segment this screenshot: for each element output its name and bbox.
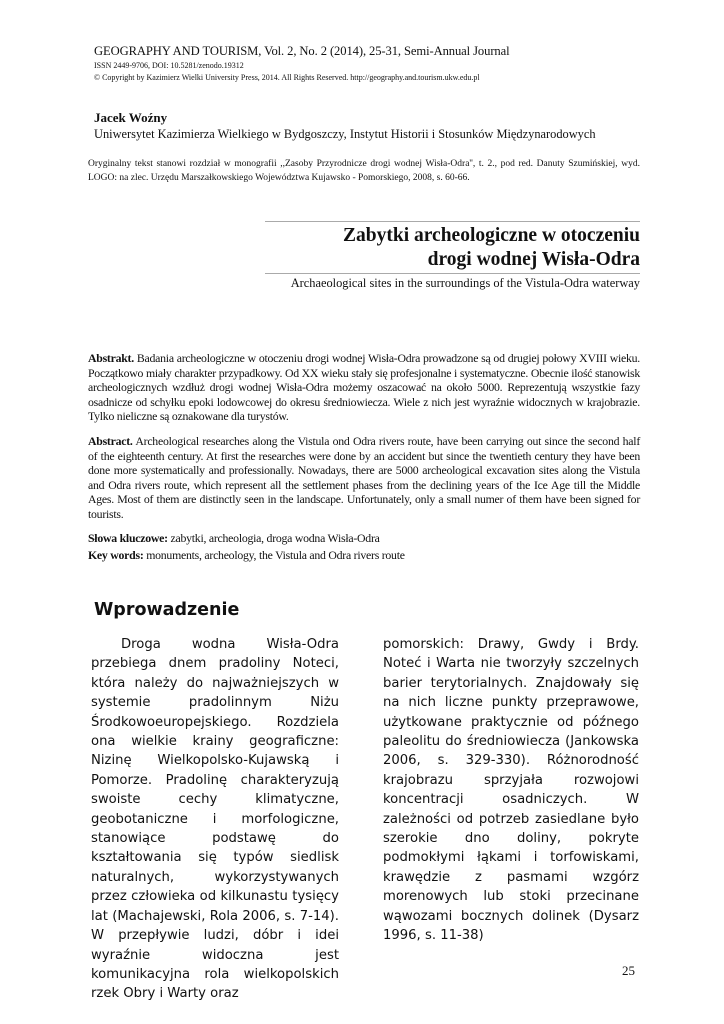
author-affiliation: Uniwersytet Kazimierza Wielkiego w Bydgoszczy, Instytut Historii i Stosunków Międzynarodowych — [94, 127, 596, 141]
section-heading: Wprowadzenie — [94, 600, 240, 620]
abstract-english-label: Abstract. — [88, 434, 133, 448]
paper-subtitle: Archaeological sites in the surroundings of the Vistula-Odra waterway — [290, 276, 640, 290]
page-number: 25 — [622, 963, 635, 978]
title-line-1: Zabytki archeologiczne w otoczeniu — [343, 225, 640, 246]
title-rule-top — [265, 221, 640, 222]
source-note: Oryginalny tekst stanowi rozdział w monografii ,,Zasoby Przyrodnicze drogi wodnej Wisła-Odra'', t. 2., pod red. Danuty Szumińskiej, wyd. LOGO: na zlec. Urzędu Marszałkowskiego Województwa Kujawsko - Pomorskiego, 2008, s. 60-66. — [88, 159, 640, 183]
abstract-english-text: Archeological researches along the Vistula ond Odra rivers route, have been carrying out since the second half of the eighteenth century. At first the researches were done by an accident but since the twentieth century they have been done more systematically and professionally. Nowadays, there are 5000 archeological excavation sites along the Vistula and Odra rivers route, which represent all the settlement phases from the declining years of the Ice Age till the Middle Ages. Most of them are distinctly seen in the landscape. Unfortunately, only a small numer of them have been signed for tourists. — [88, 434, 640, 521]
body-column-left: Droga wodna Wisła-Odra przebiega dnem pradoliny Noteci, która należy do najważniejszych w systemie pradolinnym Niżu Środkowoeuropejskiego. Rozdziela ona wielkie krainy geograficzne: Nizinę Wielkopolsko-Kujawską i Pomorze. Pradolinę charakteryzują swoiste cechy klimatyczne, geobotaniczne i morfologiczne, stanowiące podstawę do kształtowania się typów siedlisk naturalnych, wykorzystywanych przez człowieka od kilkunastu tysięcy lat (Machajewski, Rola 2006, s. 7-14). W przepływie ludzi, dóbr i idei wyraźnie widoczna jest komunikacyjna rola wielkopolskich rzek Obry i Warty oraz — [91, 637, 339, 1002]
keywords-english — [88, 548, 640, 563]
title-rule-bottom — [265, 273, 640, 274]
title-line-2: drogi wodnej Wisła-Odra — [427, 249, 640, 270]
keywords-polish-label: Słowa kluczowe: — [88, 531, 168, 545]
paper-title — [343, 224, 640, 272]
keywords-english-text: monuments, archeology, the Vistula and Odra rivers route — [146, 548, 405, 562]
abstract-polish-text: Badania archeologiczne w otoczeniu drogi wodnej Wisła-Odra prowadzone są od drugiej połowy XVIII wieku. Początkowo miały charakter przypadkowy. Od XX wieku stały się profesjonalne i systematyczne. Obecnie ilość stanowisk archeologicznych wzdłuż drogi wodnej Wisła-Odra możemy oszacować na około 5000. Reprezentują wszystkie fazy osadnicze od schyłku epoki lodowcowej do okresu średniowiecza. Wiele z nich jest wyraźnie widocznych w krajobrazie. Tylko nieliczne są oznakowane dla turystów. — [88, 351, 640, 424]
keywords-polish-text: zabytki, archeologia, droga wodna Wisła-Odra — [170, 531, 380, 545]
issn-doi-line: ISSN 2449-9706, DOI: 10.5281/zenodo.19312 — [94, 61, 244, 70]
keywords-english-label: Key words: — [88, 548, 144, 562]
abstract-english — [88, 434, 640, 522]
copyright-line: © Copyright by Kazimierz Wielki University Press, 2014. All Rights Reserved. http://geography.and.tourism.ukw.edu.pl — [94, 73, 480, 82]
body-column-right: pomorskich: Drawy, Gwdy i Brdy. Noteć i Warta nie tworzyły szczelnych barier terytorialnych. Znajdowały się na nich liczne punkty przeprawowe, użytkowane praktycznie od późnego paleolitu do średniowiecza (Jankowska 2006, s. 329-330). Różnorodność krajobrazu sprzyjała rozwojowi koncentracji osadniczych. W zależności od potrzeb zasiedlane było szerokie dno doliny, pokryte podmokłymi łąkami i torfowiskami, krawędzie z pasmami wzgórz morenowych lub stoki przecinane wąwozami bocznych dolinek (Dysarz 1996, s. 11-38) — [383, 637, 639, 944]
abstract-polish — [88, 351, 640, 424]
abstract-polish-label: Abstrakt. — [88, 351, 134, 365]
journal-citation: GEOGRAPHY AND TOURISM, Vol. 2, No. 2 (2014), 25-31, Semi-Annual Journal — [94, 44, 510, 58]
author-name: Jacek Woźny — [94, 110, 168, 125]
keywords-polish — [88, 531, 640, 546]
